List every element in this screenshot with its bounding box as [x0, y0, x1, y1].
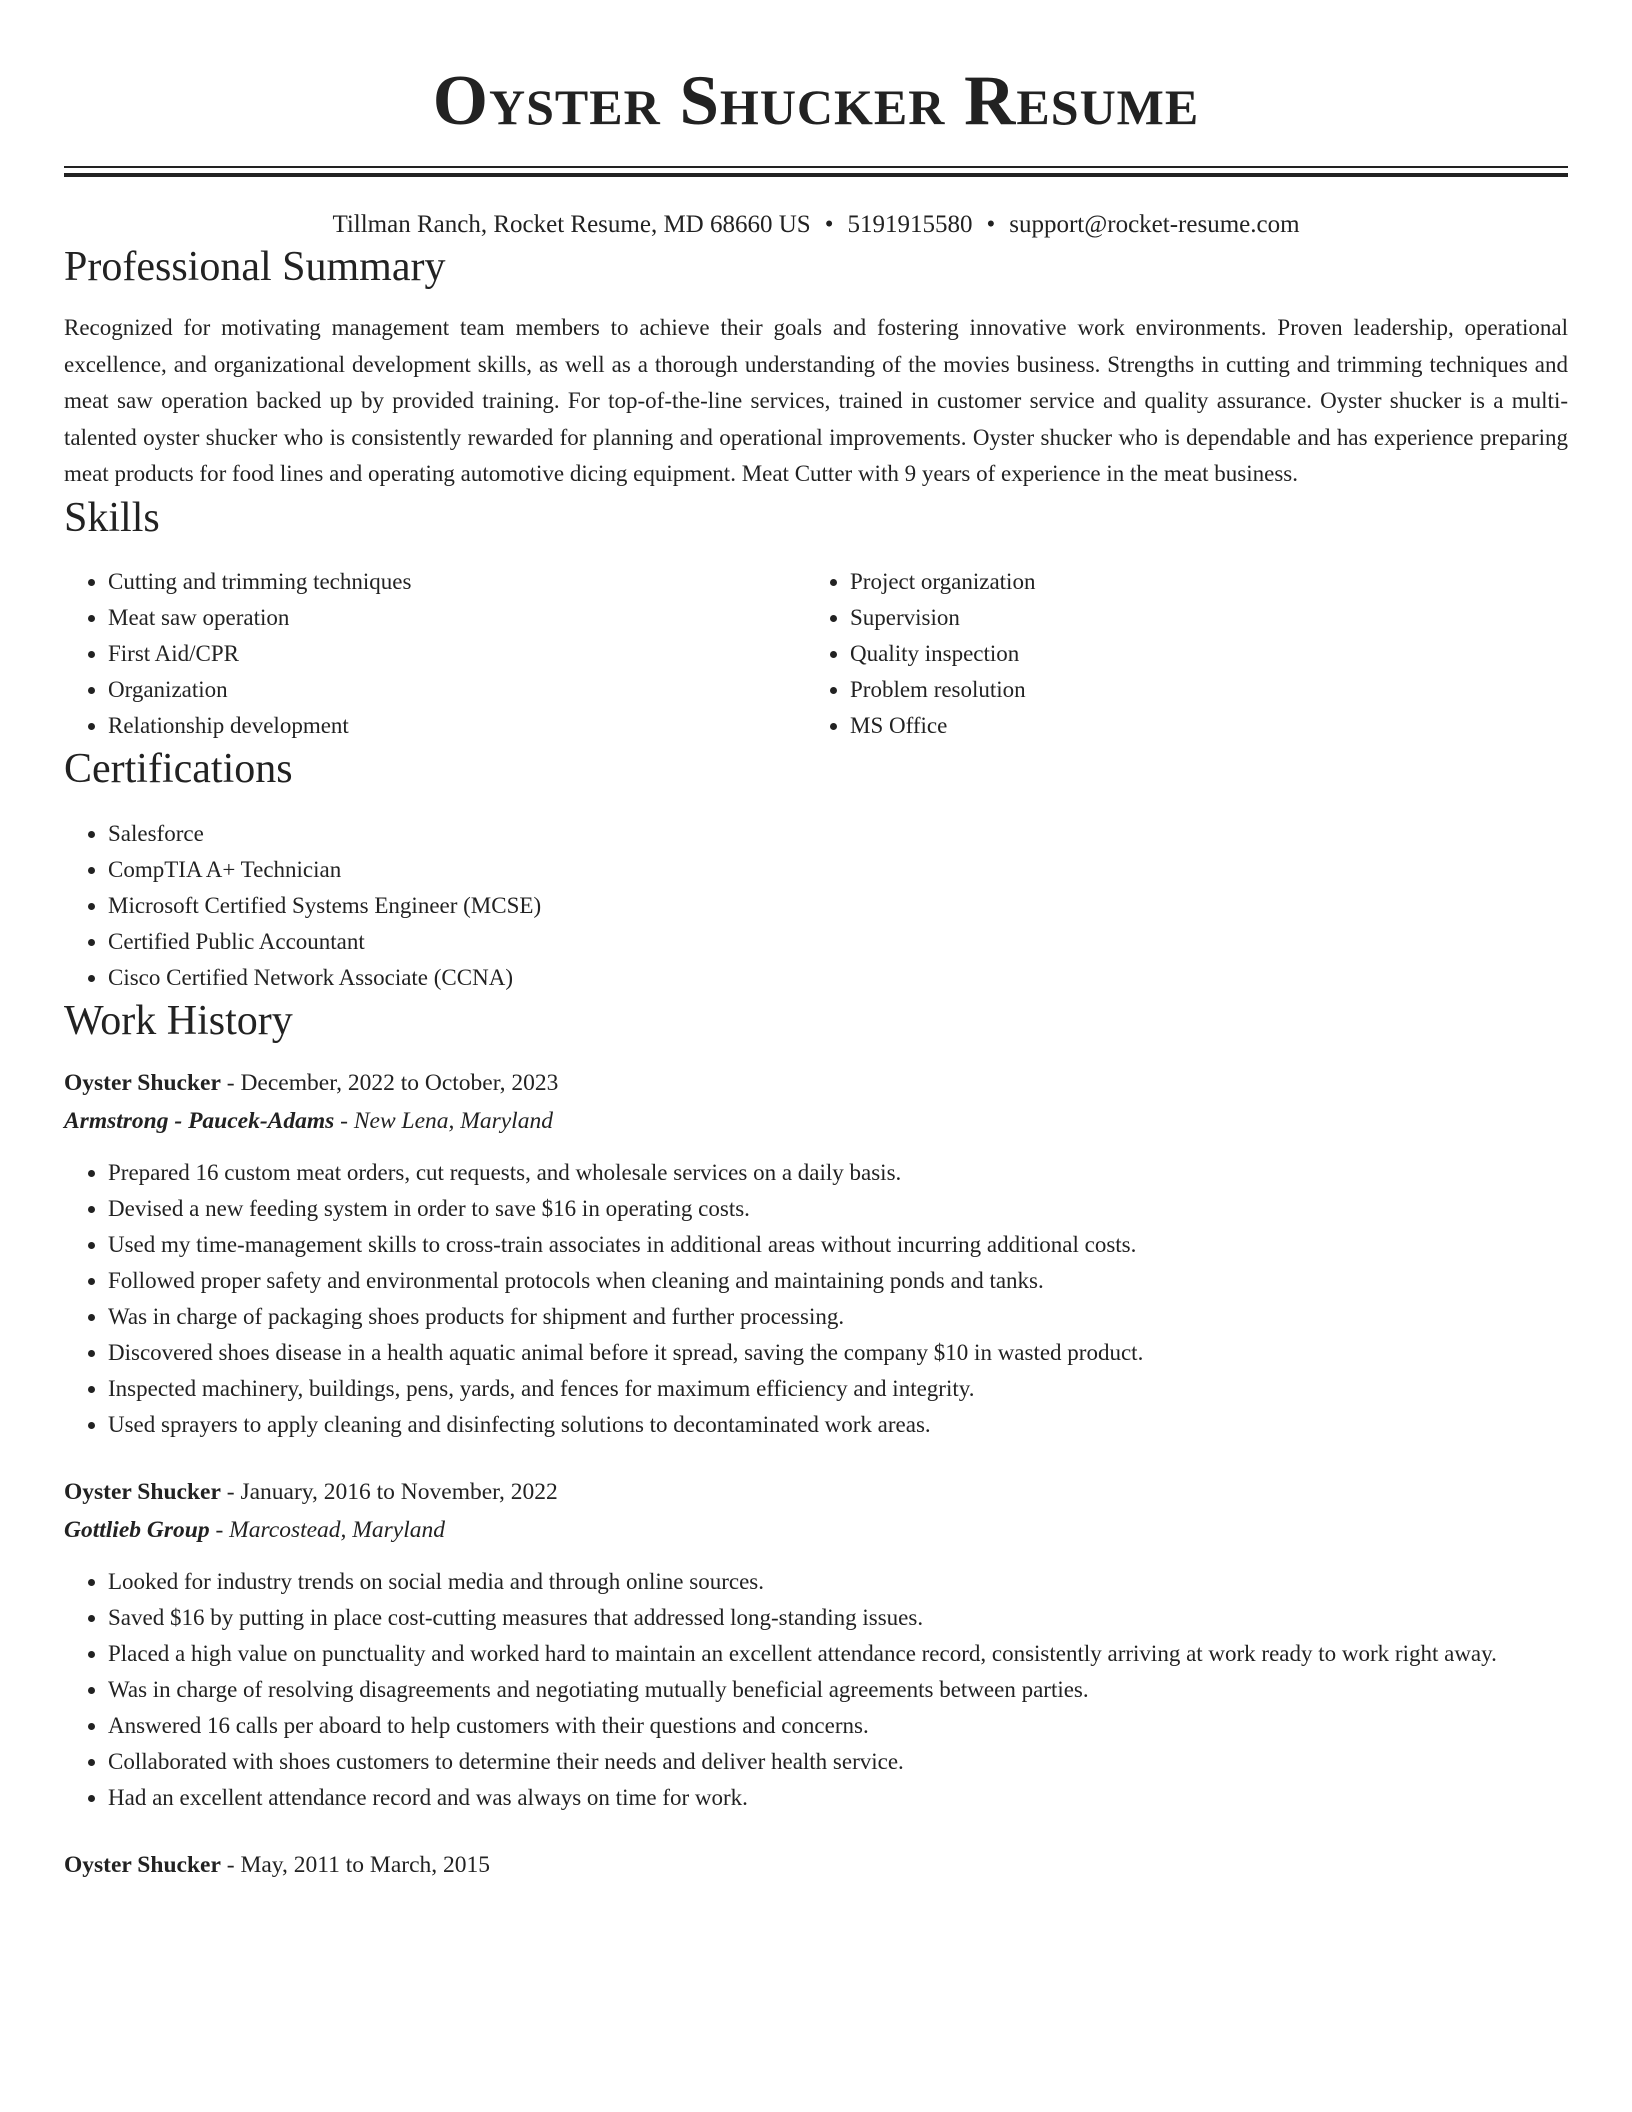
skill-item: • Supervision	[850, 600, 1548, 636]
job-duty: • Saved $16 by putting in place cost-cutting measures that addressed long-standing issues.	[108, 1600, 1568, 1636]
skill-item: • Organization	[108, 672, 806, 708]
job-employer	[64, 1511, 1568, 1549]
job-header	[64, 1064, 1568, 1102]
skills-heading: Skills	[64, 494, 160, 541]
job-duty: • Prepared 16 custom meat orders, cut requests, and wholesale services on a daily basis.	[108, 1155, 1568, 1191]
work-history-heading: Work History	[64, 997, 293, 1044]
skill-item: • First Aid/CPR	[108, 636, 806, 672]
certification-item: • Cisco Certified Network Associate (CCNA)	[108, 960, 1568, 996]
job-dates: - January, 2016 to November, 2022	[220, 1478, 558, 1505]
job-duty: • Had an excellent attendance record and was always on time for work.	[108, 1780, 1568, 1816]
job-duty: • Placed a high value on punctuality and worked hard to maintain an excellent attendance record, consistently arriving at work ready to work right away.	[108, 1636, 1568, 1672]
job-header	[64, 1846, 1568, 1884]
skill-item: • Relationship development	[108, 708, 806, 744]
job-dates: - May, 2011 to March, 2015	[220, 1851, 491, 1878]
job-duty: • Used my time-management skills to cross-train associates in additional areas without incurring additional costs.	[108, 1227, 1568, 1263]
job-duty: • Discovered shoes disease in a health aquatic animal before it spread, saving the company $10 in wasted product.	[108, 1335, 1568, 1371]
contact-address: Tillman Ranch, Rocket Resume, MD 68660 US	[332, 211, 811, 238]
job-location: - New Lena, Maryland	[334, 1107, 553, 1134]
skill-item: • Quality inspection	[850, 636, 1548, 672]
title-divider	[64, 166, 1568, 177]
job-entry	[64, 1064, 1568, 1443]
job-title: Oyster Shucker	[64, 1851, 221, 1878]
job-duties-list	[64, 1564, 1568, 1816]
job-duty: • Followed proper safety and environmental protocols when cleaning and maintaining ponds and tanks.	[108, 1263, 1568, 1299]
summary-text: Recognized for motivating management team members to achieve their goals and fostering innovative work environments. Proven leadership, operational excellence, and organizational development skills, as well as a thorough understanding of the movies business. Strengths in cutting and trimming techniques and meat saw operation backed up by provided training. For top-of-the-line services, trained in customer service and quality assurance. Oyster shucker is a multi-talented oyster shucker who is consistently rewarded for planning and operational improvements. Oyster shucker who is dependable and has experience preparing meat products for food lines and operating automotive dicing equipment. Meat Cutter with 9 years of experience in the meat business.	[64, 315, 1568, 487]
job-duty: • Used sprayers to apply cleaning and disinfecting solutions to decontaminated work areas.	[108, 1407, 1568, 1443]
certification-item: • Salesforce	[108, 816, 1568, 852]
job-duty: • Devised a new feeding system in order to save $16 in operating costs.	[108, 1191, 1568, 1227]
job-company: Gottlieb Group	[64, 1516, 210, 1543]
skills-grid	[64, 564, 1568, 744]
skills-column-left	[64, 564, 806, 744]
certification-item: • CompTIA A+ Technician	[108, 852, 1568, 888]
job-duty: • Collaborated with shoes customers to determine their needs and deliver health service.	[108, 1744, 1568, 1780]
job-dates: - December, 2022 to October, 2023	[220, 1069, 559, 1096]
contact-phone: 5191915580	[847, 211, 973, 238]
resume-title: Oyster Shucker Resume	[432, 62, 1200, 140]
job-title: Oyster Shucker	[64, 1478, 221, 1505]
contact-separator: •	[986, 211, 996, 238]
job-duty: • Inspected machinery, buildings, pens, yards, and fences for maximum efficiency and integrity.	[108, 1371, 1568, 1407]
job-duty: • Looked for industry trends on social media and through online sources.	[108, 1564, 1568, 1600]
job-duty: • Was in charge of packaging shoes products for shipment and further processing.	[108, 1299, 1568, 1335]
job-title: Oyster Shucker	[64, 1069, 221, 1096]
job-duties-list	[64, 1155, 1568, 1443]
job-duty: • Was in charge of resolving disagreements and negotiating mutually beneficial agreements between parties.	[108, 1672, 1568, 1708]
job-location: - Marcostead, Maryland	[209, 1516, 445, 1543]
skill-item: • Project organization	[850, 564, 1548, 600]
certification-item: • Certified Public Accountant	[108, 924, 1568, 960]
summary-heading: Professional Summary	[64, 244, 446, 290]
job-company: Armstrong - Paucek-Adams	[64, 1107, 335, 1134]
certification-item: • Microsoft Certified Systems Engineer (MCSE)	[108, 888, 1568, 924]
certifications-heading: Certifications	[64, 745, 293, 792]
job-header	[64, 1473, 1568, 1511]
skill-item: • MS Office	[850, 708, 1548, 744]
skill-item: • Problem resolution	[850, 672, 1548, 708]
job-entry	[64, 1846, 1568, 1884]
job-employer	[64, 1102, 1568, 1140]
skill-item: • Meat saw operation	[108, 600, 806, 636]
skill-item: • Cutting and trimming techniques	[108, 564, 806, 600]
job-duty: • Answered 16 calls per aboard to help customers with their questions and concerns.	[108, 1708, 1568, 1744]
certifications-list	[64, 816, 1568, 996]
skills-list-right	[806, 564, 1548, 744]
contact-email[interactable]: support@rocket-resume.com	[1009, 211, 1300, 238]
contact-line	[64, 208, 1568, 242]
job-entry	[64, 1473, 1568, 1816]
skills-list-left	[64, 564, 806, 744]
skills-column-right	[806, 564, 1548, 744]
contact-separator: •	[824, 211, 834, 238]
